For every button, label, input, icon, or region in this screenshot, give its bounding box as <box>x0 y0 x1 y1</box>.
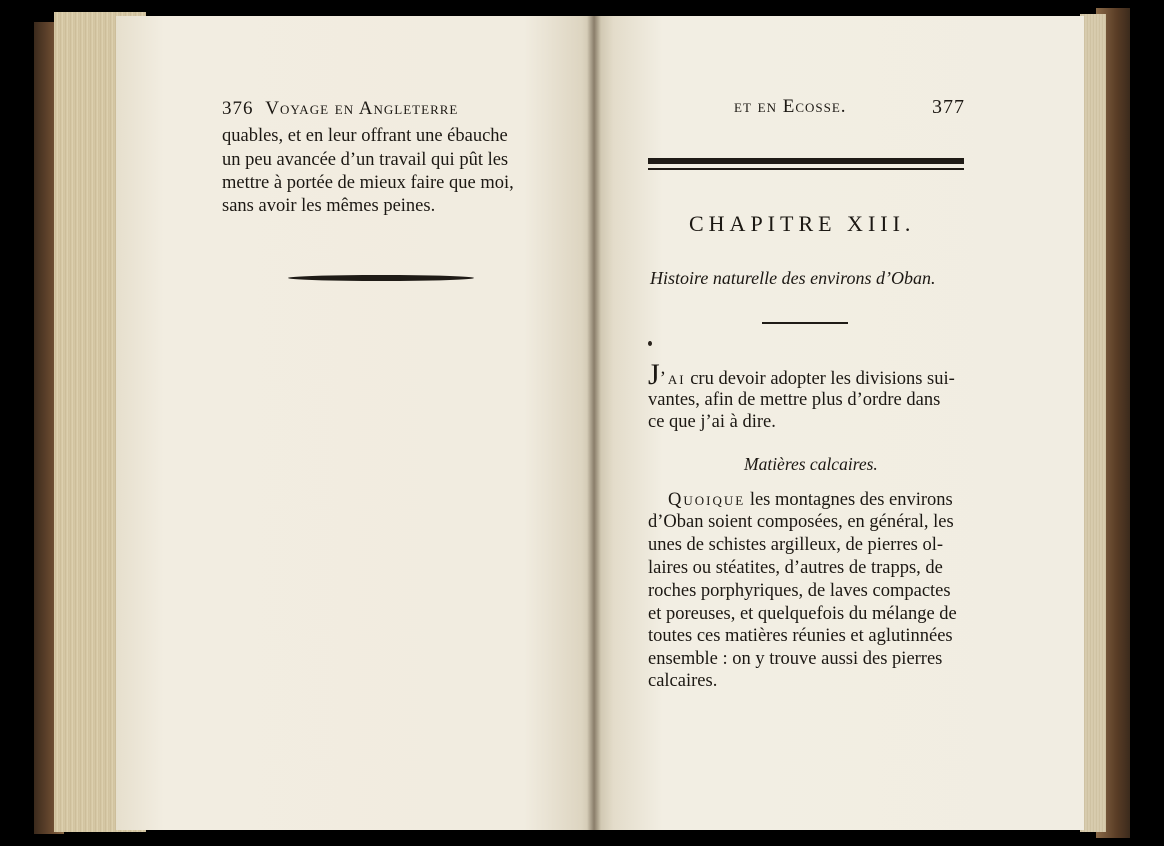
thin-rule <box>648 168 964 170</box>
para2-line: calcaires. <box>648 671 718 691</box>
para2-first-rest: les montagnes des environs <box>745 490 953 510</box>
ornamental-rule <box>288 275 474 281</box>
para1-first-line <box>648 358 955 391</box>
section-heading: Matières calcaires. <box>744 454 878 474</box>
left-page <box>116 16 596 830</box>
ink-speck <box>648 341 652 346</box>
para1-lead: ’ai <box>659 369 686 389</box>
para2-line: toutes ces matières réunies et aglutinnées <box>648 626 953 646</box>
para2-first-line <box>668 490 953 511</box>
right-page <box>594 16 1084 830</box>
left-paragraph-line: un peu avancée d’un travail qui pût les <box>222 150 509 170</box>
right-page-number: 377 <box>932 96 965 118</box>
right-running-head <box>734 96 847 118</box>
left-running-head <box>222 98 458 120</box>
para1-line: vantes, afin de mettre plus d’ordre dans <box>648 390 941 410</box>
para2-lead: Quoique <box>668 490 746 510</box>
para2-line: unes de schistes argilleux, de pierres ol- <box>648 535 944 555</box>
para2-line: roches porphyriques, de laves compactes <box>648 581 951 601</box>
right-running-title: et en Ecosse. <box>734 96 847 117</box>
chapter-title: CHAPITRE XIII. <box>689 211 916 236</box>
para2-line: laires ou stéatites, d’autres de trapps, de <box>648 558 943 578</box>
left-paragraph-line: sans avoir les mêmes peines. <box>222 196 436 216</box>
chapter-subtitle: Histoire naturelle des environs d’Oban. <box>650 268 936 288</box>
left-paragraph-line: mettre à portée de mieux faire que moi, <box>222 173 514 193</box>
para2-line: et poreuses, et quelquefois du mélange de <box>648 604 957 624</box>
para2-line: d’Oban soient composées, en général, les <box>648 512 954 532</box>
para2-line: ensemble : on y trouve aussi des pierres <box>648 649 943 669</box>
book-gutter <box>587 16 601 830</box>
left-page-number: 376 <box>222 98 254 119</box>
short-rule <box>762 322 848 324</box>
open-book <box>34 8 1130 838</box>
left-paragraph-line: quables, et en leur offrant une ébauche <box>222 126 508 146</box>
thick-rule <box>648 158 964 164</box>
left-running-title: Voyage en Angleterre <box>265 98 459 119</box>
para1-first-rest: cru devoir adopter les divisions sui- <box>685 369 955 389</box>
para1-line: ce que j’ai à dire. <box>648 412 776 432</box>
drop-cap: J <box>648 358 660 391</box>
